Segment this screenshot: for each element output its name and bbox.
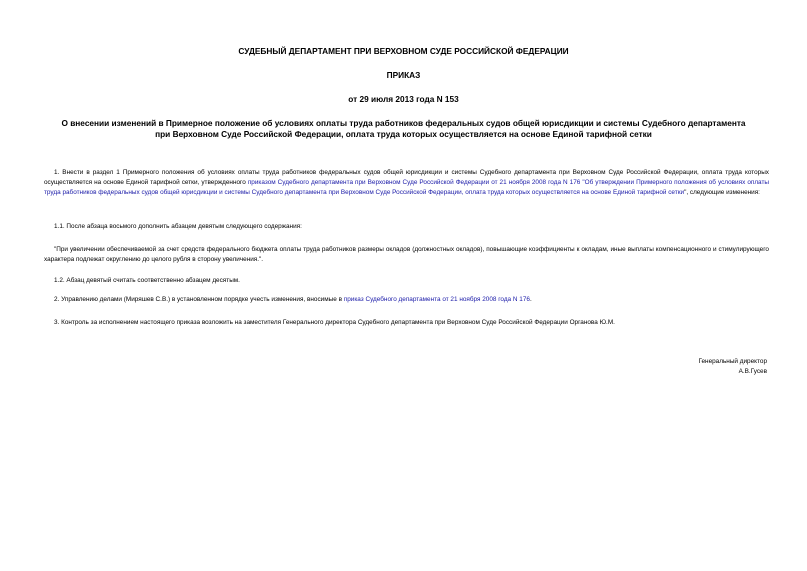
paragraph-2-start: 2. Управлению делами (Миряшев С.В.) в установленном порядке учесть изменения, вносимые в [54, 296, 344, 303]
signature-block [698, 357, 767, 377]
paragraph-3: 3. Контроль за исполнением настоящего приказа возложить на заместителя Генерального директора Судебного департамента при Верховном Суде Российской Федерации Органова Ю.М. [54, 319, 615, 326]
paragraph-1-start: 1. Внести в раздел 1 Примерного положения об условиях оплаты труда работников федеральных судов общей юрисдикции и системы Судебного департамента при Верховном Суде Российской Федерации, оплата труда которых осуществляется на основе Единой тарифной сетки, утвержденного [44, 169, 769, 186]
paragraph-1 [44, 168, 769, 198]
paragraph-1-1: 1.1. После абзаца восьмого дополнить абзацем девятым следующего содержания: [54, 223, 302, 230]
quoted-amendment: "При увеличении обеспечиваемой за счет средств федерального бюджета оплаты труда работников размеры окладов (должностных окладов), повышающие коэффициенты к окладам, иные выплаты компенсационного и стимулирующего характера подлежат округлению до целого рубля в сторону увеличения.". [44, 246, 769, 263]
order-176-link[interactable]: приказом Судебного департамента при Верховном Суде Российской Федерации от 21 ноября 2008 года N 176 "Об утверждении Примерного положения об условиях оплаты труда работников федеральных судов общей юрисдикции и системы Судебного департамента при Верховном Суде Российской Федерации, оплата труда которых осуществляется на основе Единой тарифной сетки [44, 179, 769, 196]
document-date-number: от 29 июля 2013 года N 153 [348, 94, 459, 104]
signatory-name: А.В.Гусев [738, 368, 767, 375]
document-type: ПРИКАЗ [386, 70, 421, 80]
document-title: О внесении изменений в Примерное положение об условиях оплаты труда работников федеральных судов общей юрисдикции и системы Судебного департамента при Верховном Суде Российской Федерации, оплата труда которых осуществляется на основе Единой тарифной сетки [61, 118, 746, 139]
paragraph-2 [44, 295, 769, 305]
signatory-position: Генеральный директор [698, 358, 767, 365]
paragraph-1-end: ", следующие изменения: [684, 189, 760, 196]
organization-heading: СУДЕБНЫЙ ДЕПАРТАМЕНТ ПРИ ВЕРХОВНОМ СУДЕ РОССИЙСКОЙ ФЕДЕРАЦИИ [238, 46, 569, 56]
order-176-short-link[interactable]: приказ Судебного департамента от 21 ноября 2008 года N 176 [343, 296, 530, 303]
paragraph-1-2: 1.2. Абзац девятый считать соответственно абзацем десятым. [54, 277, 240, 284]
paragraph-2-end: . [529, 296, 532, 303]
